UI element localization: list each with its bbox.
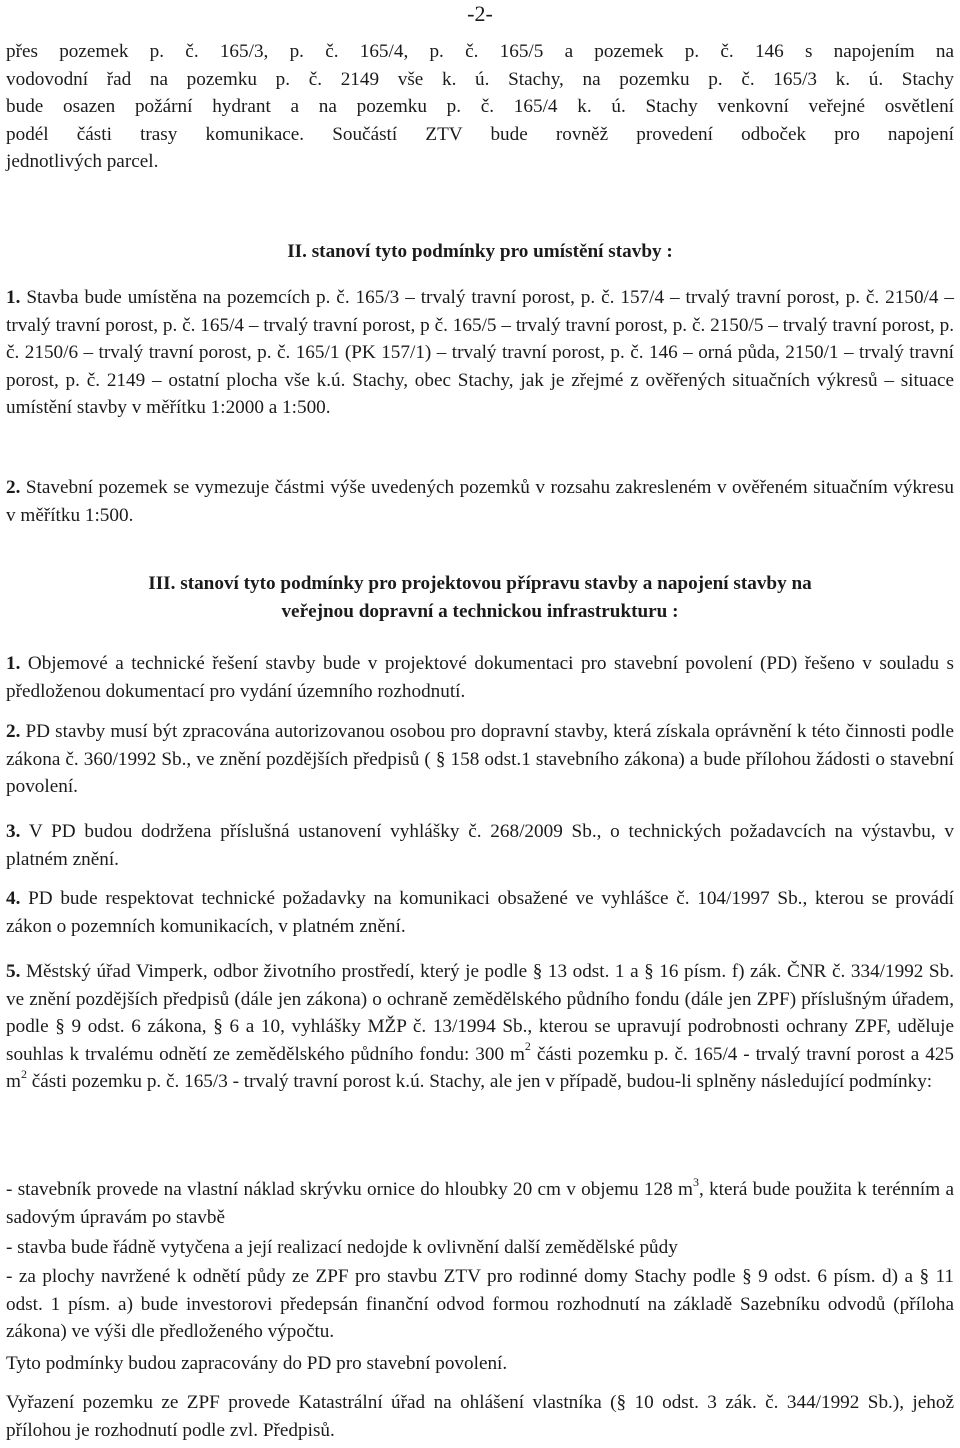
page-number: -2- xyxy=(467,1,493,26)
item-text: PD bude respektovat technické požadavky na komunikaci obsažené ve vyhlášce č. 104/1997 Sb., kterou se provádí zákon o pozemních komunikacích, v platném znění. xyxy=(6,888,954,937)
final-paragraph xyxy=(6,1389,954,1444)
condition-text: - stavebník provede na vlastní náklad skrývku ornice do hloubky 20 cm v objemu 128 m xyxy=(6,1179,693,1200)
condition-text: , která bude použita k terénním a sadovým úpravám po stavbě xyxy=(6,1179,954,1228)
section-iii-item-5 xyxy=(6,958,954,1096)
section-iii-heading: III. stanoví tyto podmínky pro projektovou přípravu stavby a napojení stavby na veřejnou dopravní a technickou infrastrukturu : xyxy=(148,573,812,622)
section-iii-item-2 xyxy=(6,718,954,801)
item-number: 3. xyxy=(6,821,21,842)
section-iii-item-3 xyxy=(6,818,954,873)
item-text: Městský úřad Vimperk, odbor životního prostředí, který je podle § 13 odst. 1 a § 16 písm. f) zák. ČNR č. 334/1992 Sb. ve znění pozdějších předpisů (dále jen zákona) o ochraně zemědělského půdního fondu (dále jen ZPF) příslušným úřadem, podle § 9 odst. 6 zákona, § 6 a 10, vyhlášky MŽP č. 13/1994 Sb., kterou se upravují podrobnosti ochrany ZPF, uděluje souhlas k trvalému odnětí ze zemědělského půdního fondu: 300 m xyxy=(6,961,954,1065)
condition-text: Tyto podmínky budou zapracovány do PD pro stavební povolení. xyxy=(6,1353,508,1374)
section-iii-item-4 xyxy=(6,885,954,940)
item-text: Objemové a technické řešení stavby bude v projektové dokumentaci pro stavební povolení (PD) řešeno v souladu s předloženou dokumentací pro vydání územního rozhodnutí. xyxy=(6,653,954,702)
item-text: PD stavby musí být zpracována autorizovanou osobou pro dopravní stavby, která získala oprávnění k této činnosti podle zákona č. 360/1992 Sb., ve znění pozdějších předpisů ( § 158 odst.1 stavebního zákona) a bude přílohou žádosti o stavební povolení. xyxy=(6,721,954,797)
intro-line: bude osazen požární hydrant a na pozemku p. č. 165/4 k. ú. Stachy venkovní veřejné osvětlení xyxy=(6,96,954,117)
condition-2 xyxy=(6,1234,954,1262)
condition-3 xyxy=(6,1263,954,1346)
condition-text: - stavba bude řádně vytyčena a její realizací nedojde k ovlivnění další zemědělské půdy xyxy=(6,1237,678,1258)
item-text: části pozemku p. č. 165/4 - trvalý travní porost a 425 m xyxy=(6,1043,955,1092)
intro-line: podél části trasy komunikace. Součástí ZTV bude rovněž provedení odboček pro napojení xyxy=(6,123,954,145)
superscript: 2 xyxy=(20,1066,27,1081)
item-text: části pozemku p. č. 165/3 - trvalý travní porost k.ú. Stachy, ale jen v případě, budou-li splněny následující podmínky: xyxy=(26,1071,933,1092)
intro-line: přes pozemek p. č. 165/3, p. č. 165/4, p. č. 165/5 a pozemek p. č. 146 s napojením na xyxy=(6,41,954,62)
condition-4 xyxy=(6,1350,954,1378)
item-number: 1. xyxy=(6,287,21,308)
section-ii-item-1 xyxy=(6,284,954,422)
item-text: Stavba bude umístěna na pozemcích p. č. 165/3 – trvalý travní porost, p. č. 157/4 – trvalý travní porost, p. č. 2150/4 – trvalý travní porost, p. č. 165/4 – trvalý travní porost, p č. 165/5 – trvalý travní porost, p. č. 2150/5 – trvalý travní porost, p. č. 2150/6 – trvalý travní porost, p. č. 165/1 (PK 157/1) – trvalý travní porost, p. č. 146 – orná půda, 2150/1 – trvalý travní porost, p. č. 2149 – ostatní plocha vše k.ú. Stachy, obec Stachy, jak je zřejmé z ověřených situačních výkresů – situace umístění stavby v měřítku 1:2000 a 1:500. xyxy=(6,287,954,418)
section-ii-item-2 xyxy=(6,474,954,529)
item-number: 2. xyxy=(6,477,21,498)
item-number: 4. xyxy=(6,888,21,909)
item-text: Stavební pozemek se vymezuje částmi výše uvedených pozemků v rozsahu zakresleném v ověřeném situačním výkresu v měřítku 1:500. xyxy=(6,477,954,526)
condition-1 xyxy=(6,1176,954,1231)
superscript: 3 xyxy=(692,1174,699,1189)
item-text: V PD budou dodržena příslušná ustanovení vyhlášky č. 268/2009 Sb., o technických požadavcích na výstavbu, v platném znění. xyxy=(6,821,954,870)
intro-paragraph xyxy=(6,38,954,176)
final-text: Vyřazení pozemku ze ZPF provede Katastrální úřad na ohlášení vlastníka (§ 10 odst. 3 zák. č. 344/1992 Sb.), jehož přílohou je rozhodnutí podle zvl. Předpisů. xyxy=(6,1392,954,1441)
condition-text: - za plochy navržené k odnětí půdy ze ZPF pro stavbu ZTV pro rodinné domy Stachy podle § 9 odst. 6 písm. d) a § 11 odst. 1 písm. a) bude investorovi předepsán finanční odvod formou rozhodnutí na základě Sazebníku odvodů (příloha zákona) ve výši dle předloženého výpočtu. xyxy=(6,1266,954,1342)
intro-line: jednotlivých parcel. xyxy=(6,151,159,172)
item-number: 1. xyxy=(6,653,21,674)
section-ii-heading: II. stanoví tyto podmínky pro umístění stavby : xyxy=(287,241,673,262)
superscript: 2 xyxy=(524,1039,531,1054)
item-number: 2. xyxy=(6,721,21,742)
intro-line: vodovodní řad na pozemku p. č. 2149 vše k. ú. Stachy, na pozemku p. č. 165/3 k. ú. Stachy xyxy=(6,68,954,90)
item-number: 5. xyxy=(6,961,21,982)
section-iii-item-1 xyxy=(6,650,954,705)
